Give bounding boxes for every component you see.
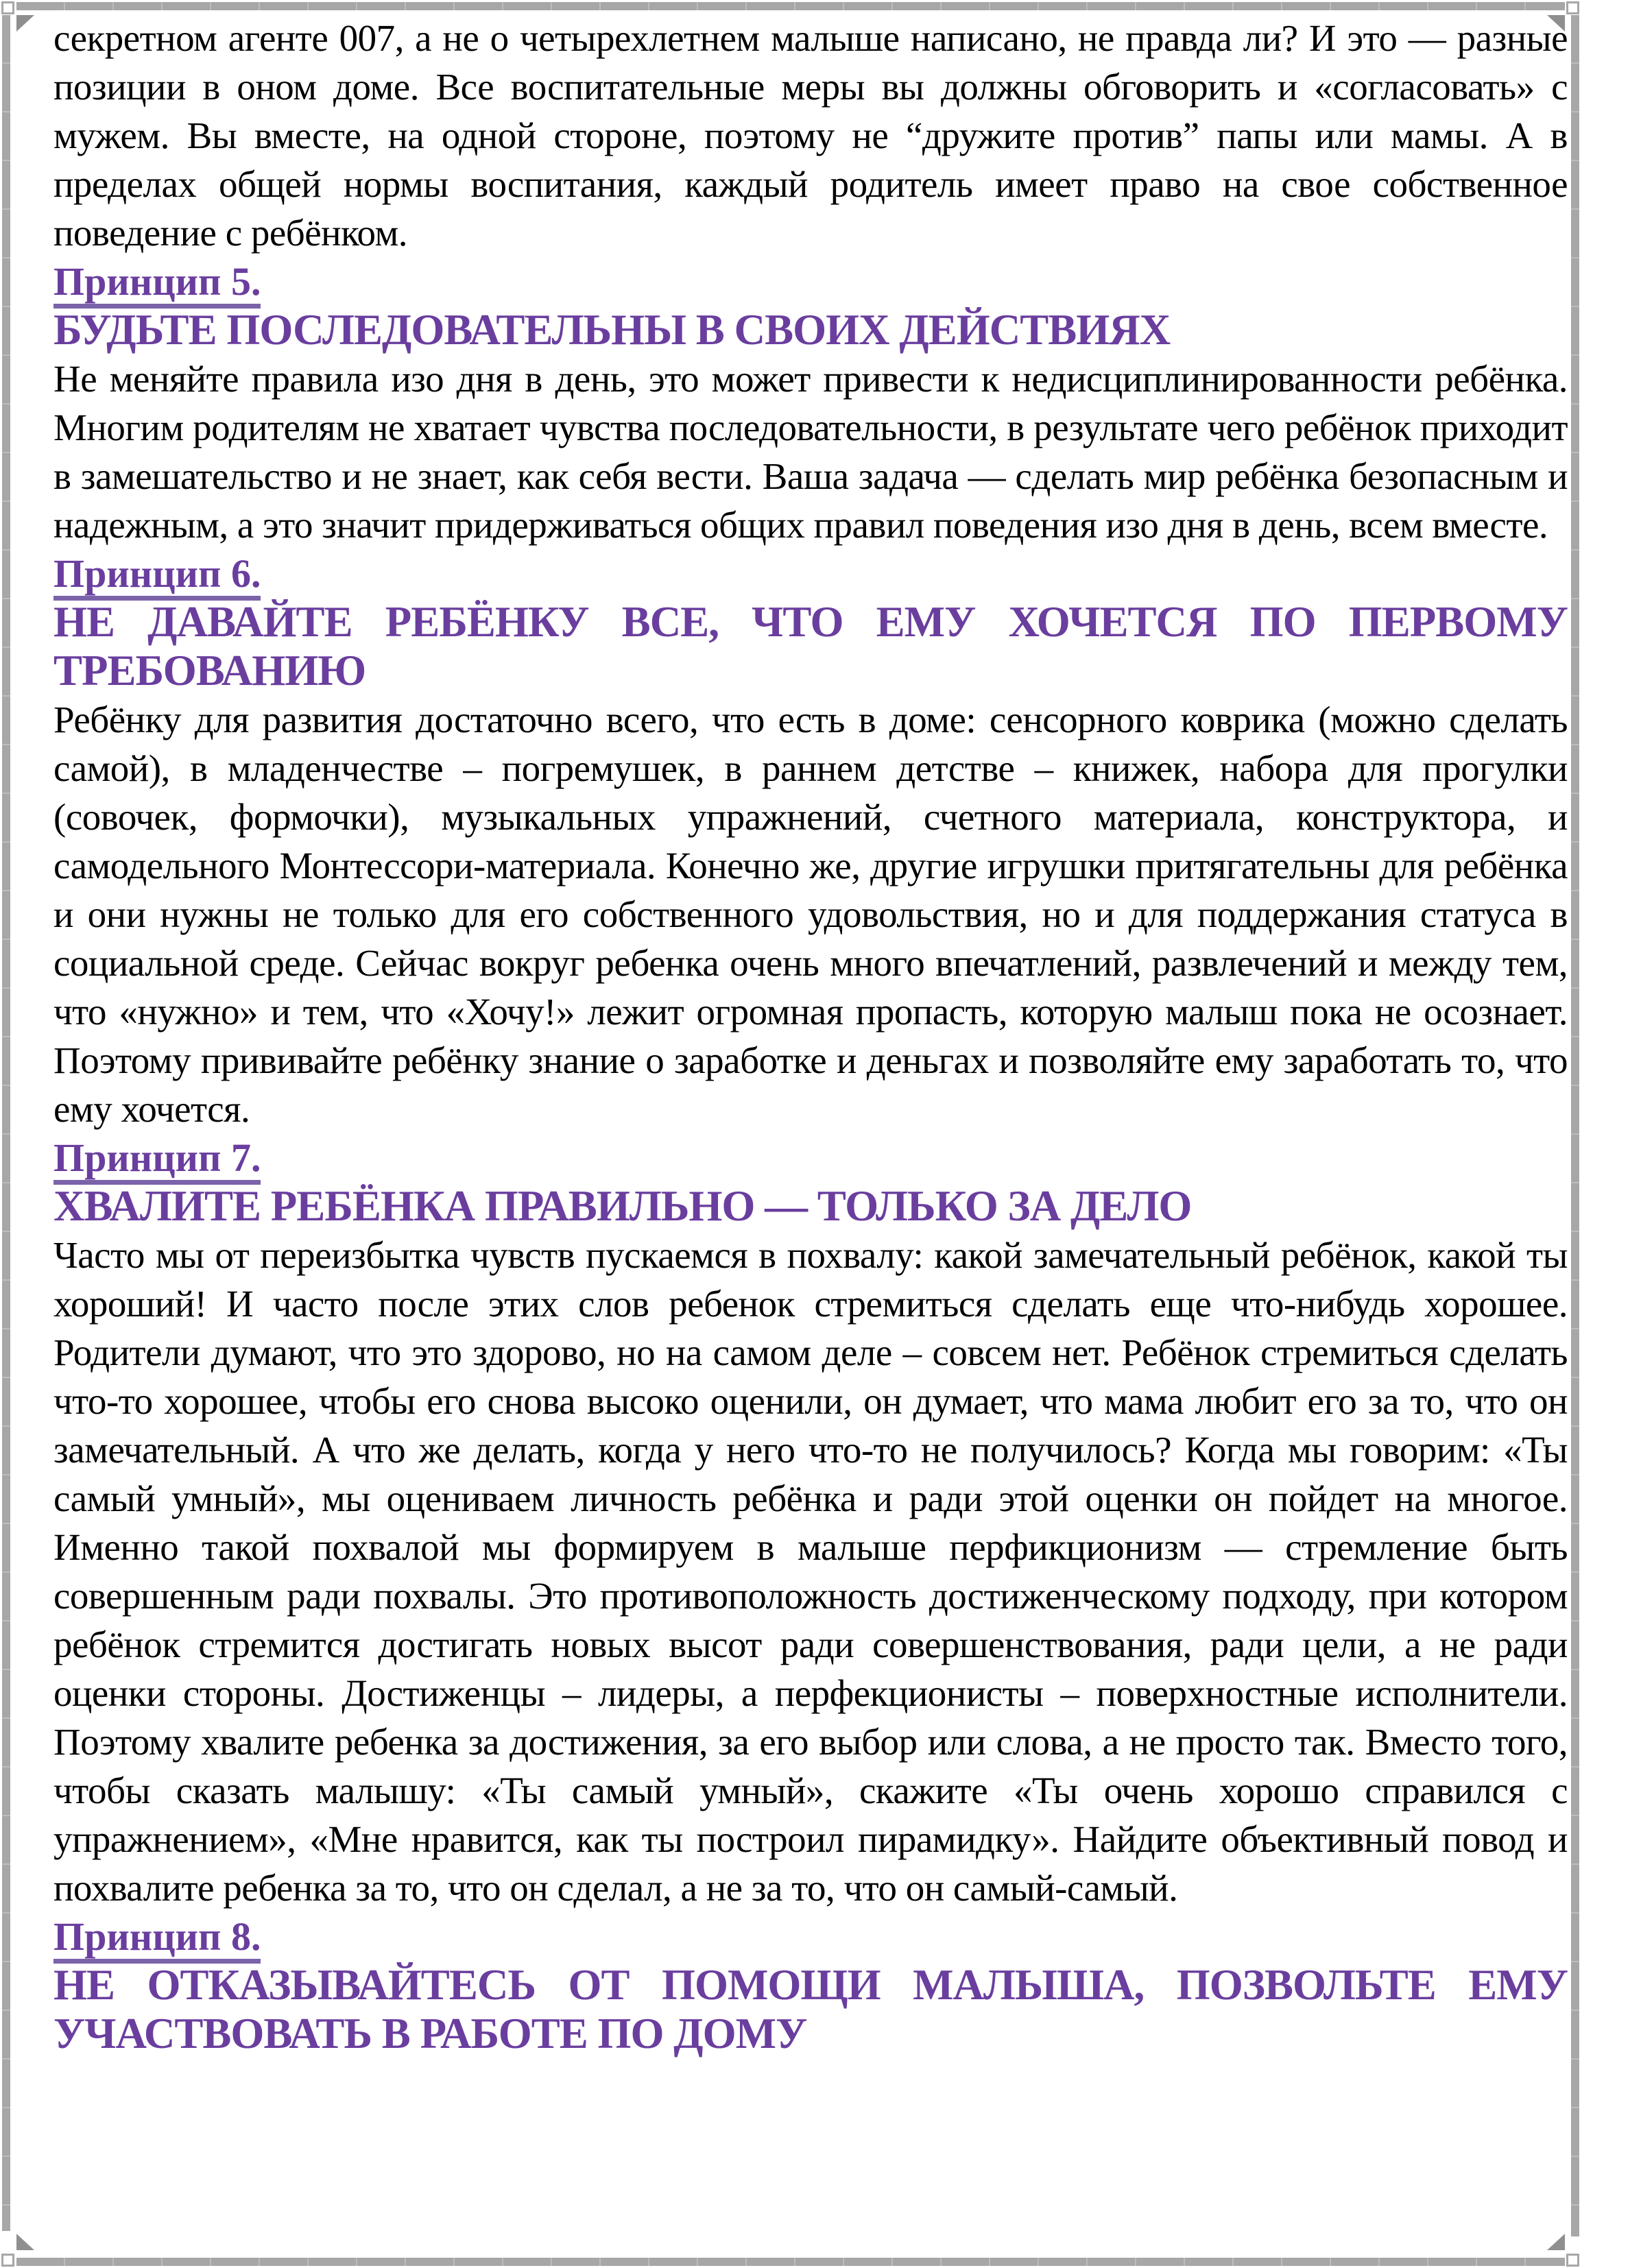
heading-line: ХВАЛИТЕ РЕБЁНКА ПРАВИЛЬНО — ТОЛЬКО ЗА ДЕЛО [53, 1182, 1192, 1230]
frame-top-bar [16, 2, 1565, 10]
principle-label-text: Принцип 7. [53, 1135, 261, 1185]
heading-line: БУДЬТЕ ПОСЛЕДОВАТЕЛЬНЫ В СВОИХ ДЕЙСТВИЯХ [53, 306, 1171, 354]
heading-line: НЕ ОТКАЗЫВАЙТЕСЬ ОТ ПОМОЩИ МАЛЫША, ПОЗВОЛЬТЕ ЕМУ [53, 1961, 1568, 2009]
frame-bottom-bar [16, 2258, 1565, 2266]
heading-line: ТРЕБОВАНИЮ [53, 647, 366, 695]
fold-corner-bottom-left-icon [16, 2234, 34, 2250]
selection-handle-bottom-right-icon [1566, 2254, 1579, 2267]
selection-handle-bottom-left-icon [1, 2254, 14, 2267]
principle-heading [53, 598, 1568, 695]
body-paragraph: Не меняйте правила изо дня в день, это может привести к недисциплинированности ребёнка. Многим родителям не хватает чувства последовательности, в результате чего ребёнок приходит в замешательство и не знает, как себя вести. Ваша задача — сделать мир ребёнка безопасным и надежным, а это значит придерживаться общих правил поведения изо дня в день, всем вместе. [53, 358, 1568, 546]
principle-label-text: Принцип 8. [53, 1914, 261, 1964]
principle-label-text: Принцип 5. [53, 259, 261, 309]
frame-right-bar [1571, 15, 1579, 2236]
principle-label [53, 1912, 1568, 1961]
body-paragraph: Часто мы от переизбытка чувств пускаемся в похвалу: какой замечательный ребёнок, какой ты хороший! И часто после этих слов ребенок стремиться сделать еще что-нибудь хорошее. Родители думают, что это здорово, но на самом деле – совсем нет. Ребёнок стремиться сделать что-то хорошее, чтобы его снова высоко оценили, он думает, что мама любит его за то, что он замечательный. А что же делать, когда у него что-то не получилось? Когда мы говорим: «Ты самый умный», мы оцениваем личность ребёнка и ради этой оценки он пойдет на многое. Именно такой похвалой мы формируем в малыше перфикционизм — стремление быть совершенным ради похвалы. Это противоположность достиженческому подходу, при котором ребёнок стремится достигать новых высот ради совершенствования, ради цели, а не ради оценки стороны. Достиженцы – лидеры, а перфекционисты – поверхностные исполнители. Поэтому хвалите ребенка за достижения, за его выбор или слова, а не просто так. Вместо того, чтобы сказать малышу: «Ты самый умный», скажите «Ты очень хорошо справился с упражнением», «Мне нравится, как ты построил пирамидку». Найдите объективный повод и похвалите ребенка за то, что он сделал, а не за то, что он самый-самый. [53, 1234, 1568, 1909]
heading-line: УЧАСТВОВАТЬ В РАБОТЕ ПО ДОМУ [53, 2010, 807, 2058]
principle-label-text: Принцип 6. [53, 551, 261, 601]
principle-heading [53, 306, 1568, 354]
fold-corner-top-left-icon [16, 15, 34, 32]
principle-heading [53, 1961, 1568, 2058]
principle-label [53, 549, 1568, 598]
selection-handle-top-right-icon [1566, 1, 1579, 14]
body-paragraph: Ребёнку для развития достаточно всего, что есть в доме: сенсорного коврика (можно сделать самой), в младенчестве – погремушек, в раннем детстве – книжек, набора для прогулки (совочек, формочки), музыкальных упражнений, счетного материала, конструктора, и самодельного Монтессори-материала. Конечно же, другие игрушки притягательны для ребёнка и они нужны не только для его собственного удовольствия, но и для поддержания статуса в социальной среде. Сейчас вокруг ребенка очень много впечатлений, развлечений и между тем, что «нужно» и тем, что «Хочу!» лежит огромная пропасть, которую малыш пока не осознает. Поэтому прививайте ребёнку знание о заработке и деньгах и позволяйте ему заработать то, что ему хочется. [53, 699, 1568, 1130]
principle-heading [53, 1182, 1568, 1231]
frame-left-bar [2, 15, 10, 2231]
principle-label [53, 257, 1568, 306]
heading-line: НЕ ДАВАЙТЕ РЕБЁНКУ ВСЕ, ЧТО ЕМУ ХОЧЕТСЯ ПО ПЕРВОМУ [53, 598, 1568, 646]
document-text-column [53, 14, 1568, 2058]
selection-handle-top-left-icon [1, 1, 14, 14]
body-paragraph: секретном агенте 007, а не о четырехлетнем малыше написано, не правда ли? И это — разные позиции в оном доме. Все воспитательные меры вы должны обговорить и «согласовать» с мужем. Вы вместе, на одной стороне, поэтому не “дружите против” папы или мамы. А в пределах общей нормы воспитания, каждый родитель имеет право на свое собственное поведение с ребёнком. [53, 17, 1568, 254]
fold-corner-bottom-right-icon [1547, 2234, 1565, 2250]
principle-label [53, 1133, 1568, 1182]
